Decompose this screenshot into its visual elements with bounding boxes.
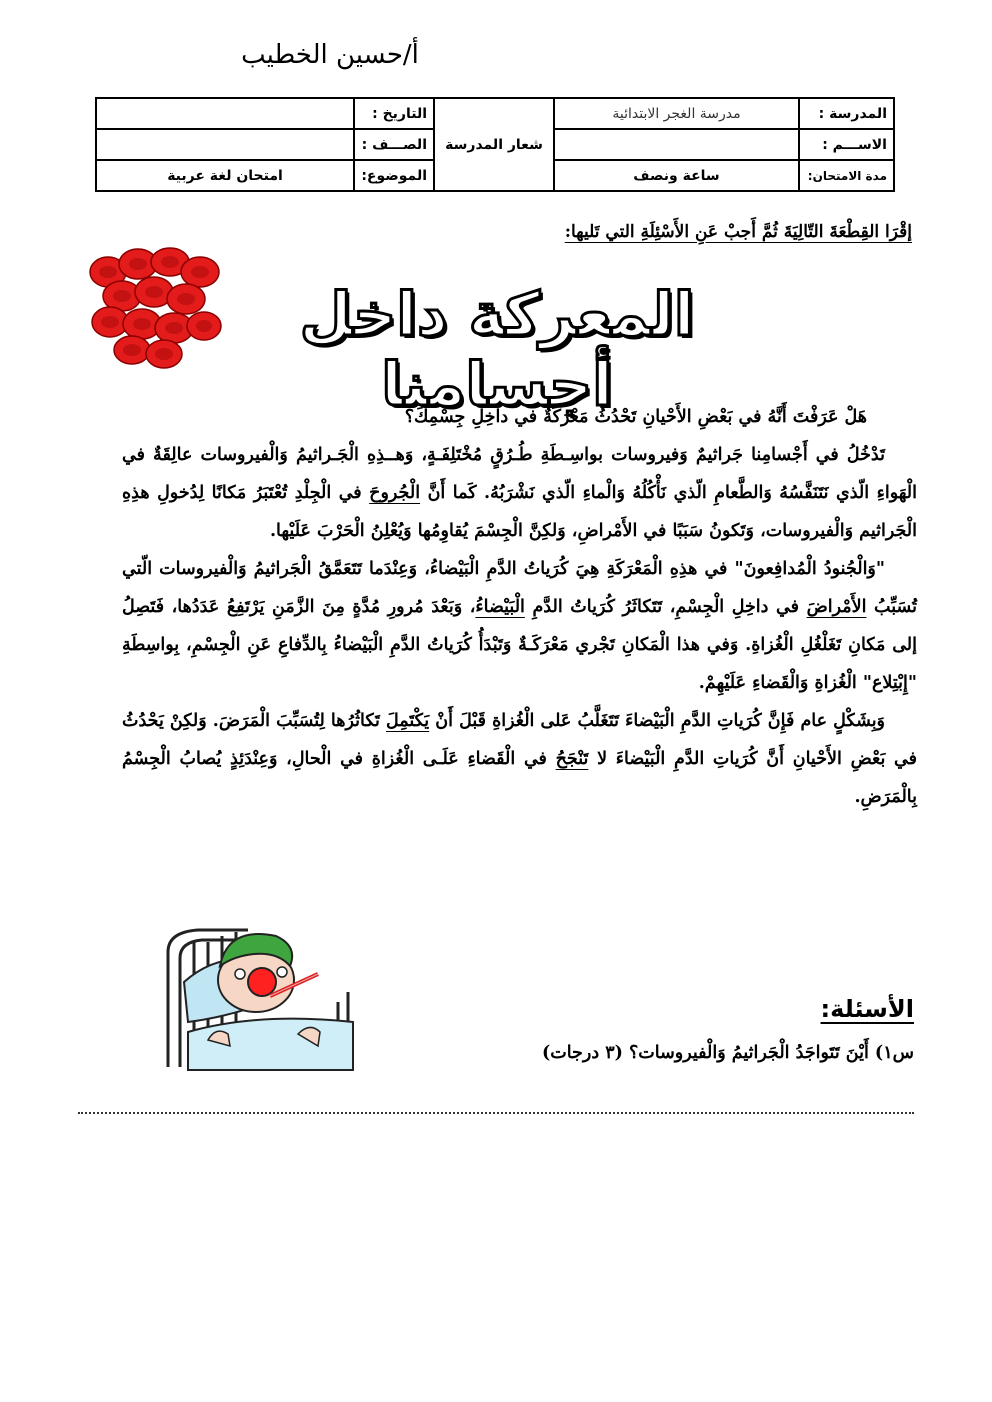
- p4-underlined-1: يَكْتَمِلَ: [385, 711, 430, 731]
- answer-line[interactable]: [78, 1112, 914, 1114]
- instruction-text: إقْرَا القِطْعَةَ التّالِيَةَ ثُمَّ أَجبْ عَنِ الأَسْئِلَةِ التي تَليها:: [564, 222, 912, 242]
- p3-text-b: في داخِلِ الْجِسْمِ، تَتَكاثَرُ كُرَياتُ الدَّمِ: [532, 597, 799, 617]
- duration-value: ساعة ونصف: [554, 160, 799, 191]
- passage-title: المعركة داخل أجسامنا: [299, 280, 695, 420]
- paragraph-4: [122, 702, 917, 816]
- subject-label: الموضوع:: [354, 160, 434, 191]
- p4-text-b: تَكاثُرُها لِتُسَبِّبَ الْمَرَضَ. وَلكِنْ يَحْدُثُ في بَعْضِ الأَحْيانِ أَنَّ كُرَياتِ الدَّمِ الْبَيْضاءَ لا: [122, 711, 918, 769]
- p4-text-c: في الْقَضاءِ عَلَـى الْغُزاةِ في الْحالِ، وَعِنْدَئِذٍ يُصابُ الْجِسْمُ بِالْمَرَضِ.: [122, 749, 917, 807]
- class-label: الصـــف :: [354, 129, 434, 160]
- teacher-name: أ/حسين الخطيب: [241, 40, 419, 70]
- reading-passage: [122, 398, 917, 816]
- p2-text-a: تَدْخُلُ في أَجْسامِنا جَراثيمٌ وَفيروسات بواسِـطَةِ طُـرُقٍ مُخْتَلِفَـةٍ، وَهــذِهِ الْجَـراثيمُ وَالْفيروسات عالِقَةٌ في الْهَواءِ الّذي نَتَنَفَّسُهُ وَالطَّعامِ الّذي نَأْكُلُهُ وَالْماءِ الّذي نَشْرَبُهُ. كَما أَنَّ: [122, 445, 917, 503]
- p4-text-a: وَبِشَكْلٍ عام فَإِنَّ كُرَياتِ الدَّمِ الْبَيْضاءَ تَتَغَلَّبُ عَلى الْغُزاةِ قَبْلَ أَنْ: [435, 711, 886, 731]
- paragraph-1: هَلْ عَرَفْتَ أَنَّهُ في بَعْضِ الأَحْيانِ تَحْدُثُ مَعْرَكَةٌ في داخِلِ جِسْمِكَ؟: [404, 407, 867, 427]
- instruction: [352, 222, 912, 242]
- question-1: س١) أَيْنَ تَتَواجَدُ الْجَراثيمُ وَالْفيروسات؟ (٣ درجات): [541, 1043, 914, 1063]
- p2-text-b: في الْجِلْدِ تُعْتَبَرُ مَكانًا لِدُخولِ هذِهِ الْجَراثيم وَالْفيروسات، وَتَكونُ سَبَبًا في الأَمْراضِ، وَلكِنَّ الْجِسْمَ يُقاوِمُها وَيُعْلِنُ الْحَرْبَ عَلَيْها.: [122, 483, 917, 541]
- paragraph-2: [122, 436, 917, 550]
- school-logo: شعار المدرسة: [434, 98, 554, 191]
- date-value: [96, 98, 354, 129]
- p4-underlined-2: تَنْجَحُ: [555, 749, 589, 769]
- questions-title: الأسئلة:: [820, 995, 914, 1023]
- header-table: [95, 97, 895, 192]
- blood-cells-icon: [86, 244, 226, 372]
- duration-label: مدة الامتحان:: [799, 160, 894, 191]
- paragraph-3: [122, 550, 917, 702]
- p3-text-a: "وَالْجُنودُ الْمُدافِعونَ" في هذِهِ الْمَعْرَكَةِ هِيَ كُرَياتُ الدَّمِ الْبَيْضاءُ، وَعِنْدَما تَتَعَمَّقُ الْجَراثيمُ وَالْفيروسات الّتي تُسَبِّبُ: [122, 559, 917, 617]
- p2-underlined: الْجُروحَ: [369, 483, 421, 503]
- date-label: التاريخ :: [354, 98, 434, 129]
- school-label: المدرسة :: [799, 98, 894, 129]
- subject-value: امتحان لغة عربية: [96, 160, 354, 191]
- p3-text-c: ، وَبَعْدَ مُرورِ مُدَّةٍ مِنَ الزَّمَنِ يَرْتَفِعُ عَدَدُها، فَتَصِلُ إلى مَكانِ تَغَلْغُلِ الْغُزاةِ. وَفي هذا الْمَكانِ تَجْري مَعْرَكَـةٌ وَتَبْدَأُ كُرَياتُ الدَّمِ الْبَيْضاءُ بِالدِّفاعِ عَنِ الْجِسْمِ، بِواسِطَةِ "إِبْتِلاع" الْغُزاةِ وَالْقَضاءِ عَلَيْهِمْ.: [122, 597, 917, 693]
- school-value: مدرسة الغجر الابتدائية: [554, 98, 799, 129]
- p3-underlined-1: الأَمْراضَ: [806, 597, 867, 617]
- class-value: [96, 129, 354, 160]
- name-value: [554, 129, 799, 160]
- name-label: الاســـم :: [799, 129, 894, 160]
- p3-underlined-2: الْبَيْضاءُ: [475, 597, 525, 617]
